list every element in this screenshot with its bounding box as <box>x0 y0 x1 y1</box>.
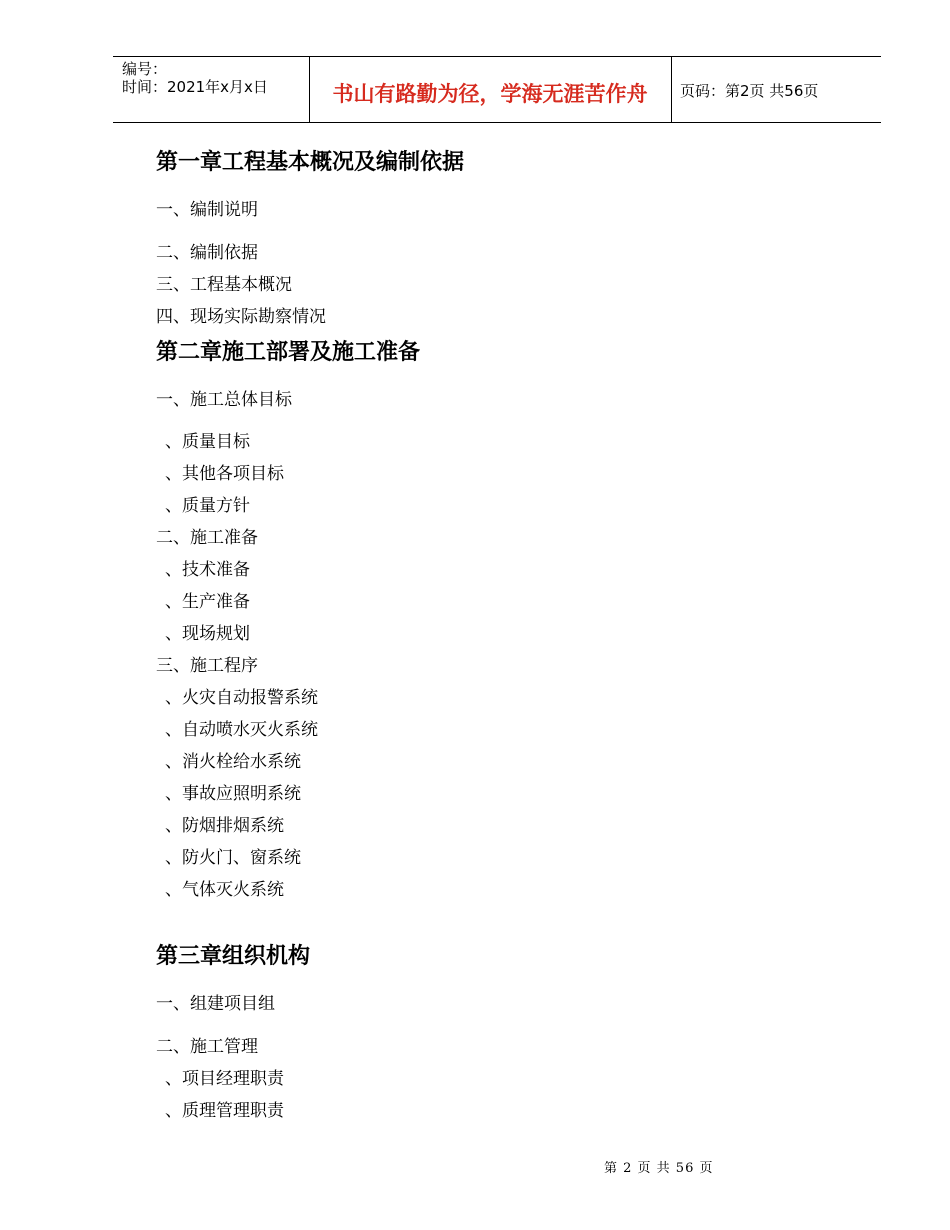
toc-item: 一、组建项目组 <box>156 994 275 1014</box>
toc-item: 二、编制依据 <box>156 243 258 263</box>
toc-item: 、火灾自动报警系统 <box>165 688 318 708</box>
toc-item: 、自动喷水灭火系统 <box>165 720 318 740</box>
document-time: 时间：2021年x月x日 <box>122 78 268 96</box>
toc-item: 、生产准备 <box>165 592 250 612</box>
toc-item: 、防火门、窗系统 <box>165 848 301 868</box>
toc-item: 、气体灭火系统 <box>165 880 284 900</box>
toc-item: 三、工程基本概况 <box>156 275 292 295</box>
header-page-info: 页码：第2页 共56页 <box>680 82 819 100</box>
toc-chapter-1: 第一章工程基本概况及编制依据 <box>156 150 465 175</box>
toc-item: 、质量方针 <box>165 496 250 516</box>
header-divider-right <box>671 56 672 122</box>
header-bottom-border <box>113 122 881 123</box>
toc-item: 、其他各项目标 <box>165 464 284 484</box>
toc-item: 、质量目标 <box>165 432 250 452</box>
toc-item: 、防烟排烟系统 <box>165 816 284 836</box>
footer-page-number: 第 2 页 共 56 页 <box>604 1161 714 1176</box>
toc-item: 二、施工管理 <box>156 1037 258 1057</box>
toc-item: 三、施工程序 <box>156 656 258 676</box>
toc-chapter-2: 第二章施工部署及施工准备 <box>156 340 421 365</box>
toc-chapter-3: 第三章组织机构 <box>156 944 311 969</box>
toc-item: 二、施工准备 <box>156 528 258 548</box>
toc-item: 一、编制说明 <box>156 200 258 220</box>
toc-item: 、事故应照明系统 <box>165 784 301 804</box>
serial-number-label: 编号： <box>122 60 168 78</box>
toc-item: 、项目经理职责 <box>165 1069 284 1089</box>
toc-item: 、技术准备 <box>165 560 250 580</box>
toc-item: 四、现场实际勘察情况 <box>156 307 326 327</box>
header-motto: 书山有路勤为径，学海无涯苦作舟 <box>332 82 648 106</box>
toc-item: 、质理管理职责 <box>165 1101 284 1121</box>
toc-item: 、消火栓给水系统 <box>165 752 301 772</box>
toc-item: 、现场规划 <box>165 624 250 644</box>
toc-item: 一、施工总体目标 <box>156 390 292 410</box>
header-top-border <box>113 56 881 57</box>
